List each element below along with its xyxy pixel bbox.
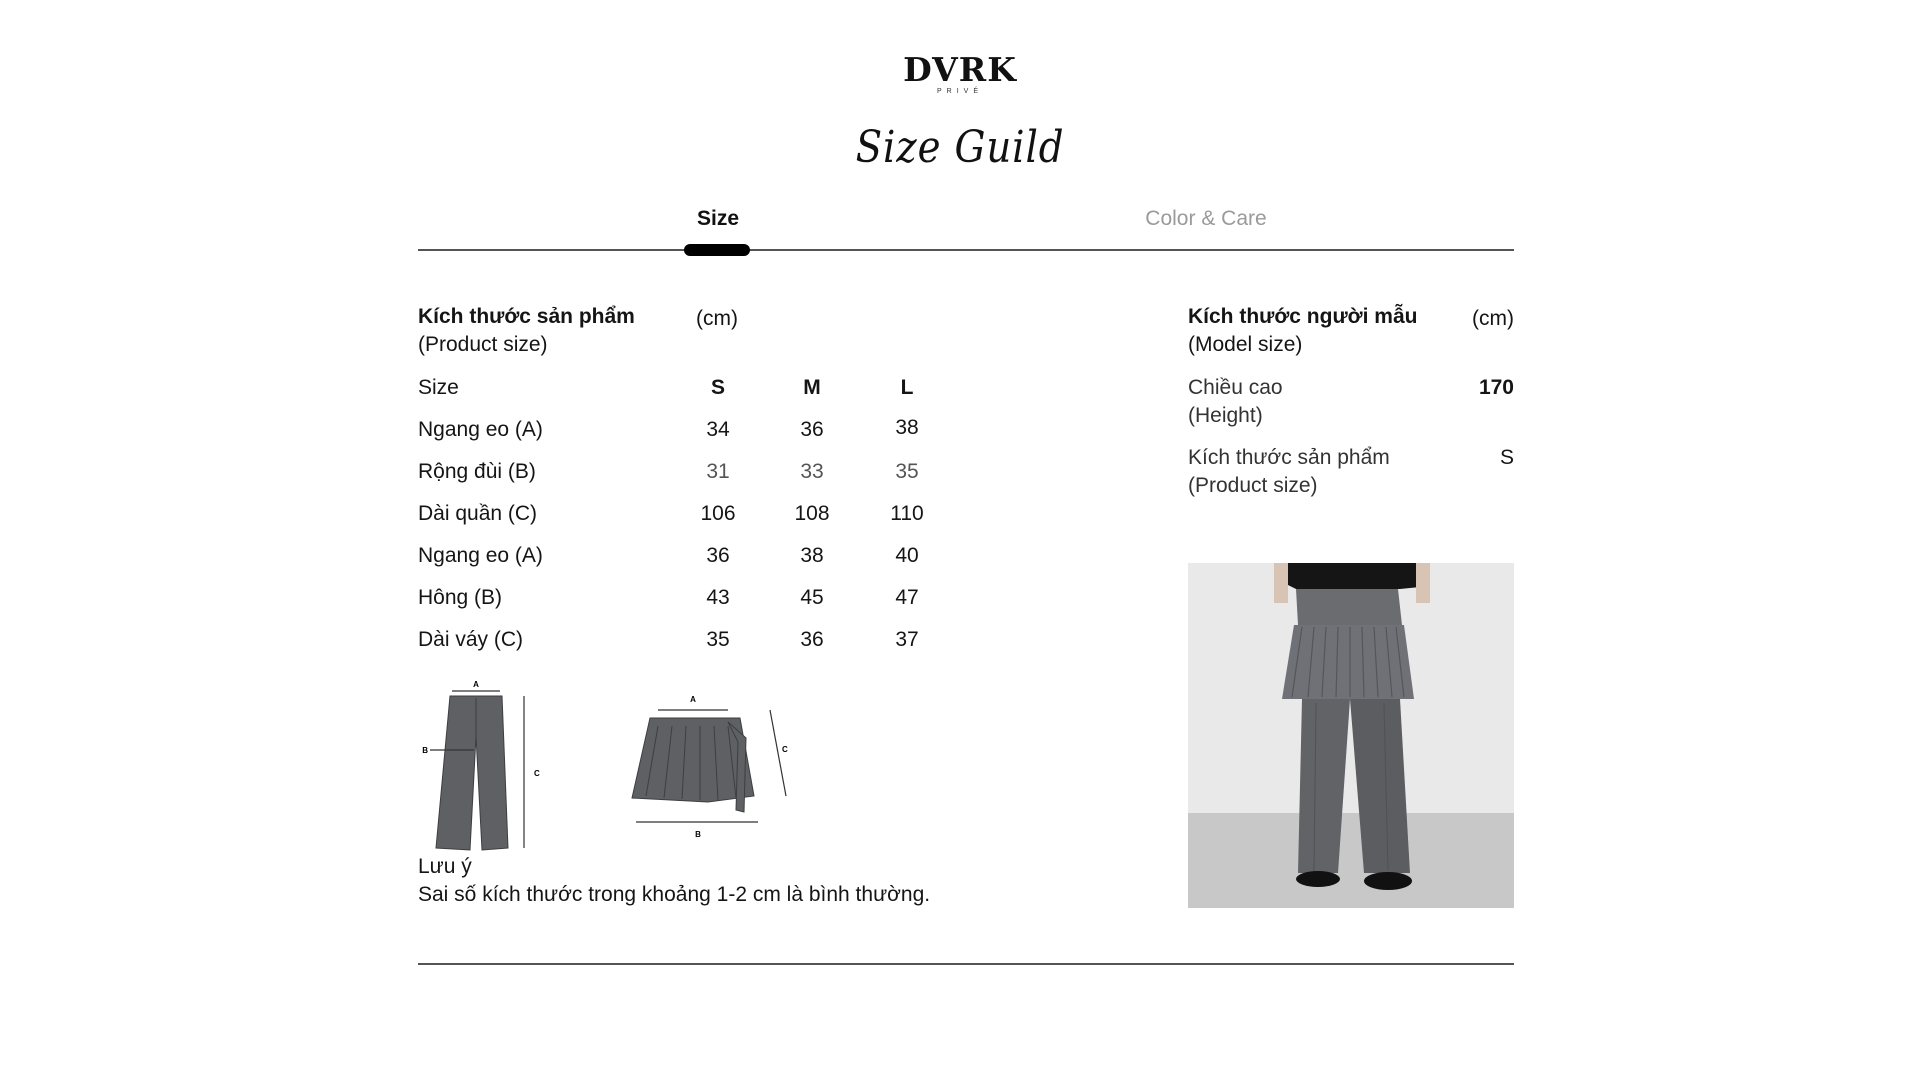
cell-s: 31	[706, 460, 730, 483]
cell-l: 40	[895, 544, 919, 567]
cell-s: 34	[706, 418, 730, 441]
diagram-label-b: B	[695, 830, 701, 839]
cell-m: 36	[800, 628, 824, 651]
brand-name: DVRK	[903, 50, 1017, 89]
cell-s: 106	[700, 502, 736, 525]
product-size-subheading: (Product size)	[418, 333, 548, 356]
page-title: Size Guild	[855, 122, 1065, 173]
model-photo	[1188, 563, 1514, 908]
height-sub: (Height)	[1188, 404, 1263, 427]
row-label: Ngang eo (A)	[418, 418, 543, 441]
model-size-unit: (cm)	[1472, 307, 1514, 330]
cell-s: 36	[706, 544, 730, 567]
cell-m: 45	[800, 586, 824, 609]
cell-m: 38	[800, 544, 824, 567]
model-size-subheading: (Model size)	[1188, 333, 1303, 356]
skirt-diagram	[628, 686, 798, 846]
product-size-unit: (cm)	[696, 307, 738, 330]
row-label: Dài quần (C)	[418, 502, 538, 525]
cell-m: 33	[800, 460, 824, 483]
height-label: Chiều cao	[1188, 376, 1283, 399]
diagram-label-c: C	[534, 769, 540, 778]
row-label: Dài váy (C)	[418, 628, 524, 651]
model-size-heading: Kích thước người mẫu	[1188, 305, 1418, 328]
size-header-m: M	[803, 376, 821, 399]
row-label: Ngang eo (A)	[418, 544, 543, 567]
note-heading: Lưu ý	[418, 855, 472, 878]
pants-diagram	[418, 676, 548, 856]
tab-color-care[interactable]: Color & Care	[1145, 207, 1267, 230]
row-label: Hông (B)	[418, 586, 503, 609]
bottom-divider	[418, 963, 1514, 965]
cell-s: 43	[706, 586, 730, 609]
size-header-s: S	[710, 376, 725, 399]
cell-l: 37	[895, 628, 919, 651]
row-label: Rộng đùi (B)	[418, 460, 536, 483]
model-product-value: S	[1499, 446, 1514, 469]
tab-size[interactable]: Size	[696, 207, 740, 230]
product-size-heading: Kích thước sản phẩm	[418, 305, 635, 328]
active-tab-indicator	[684, 244, 750, 256]
brand-logo	[0, 52, 1920, 96]
cell-l: 47	[895, 586, 919, 609]
size-header-l: L	[900, 376, 914, 399]
model-product-label: Kích thước sản phẩm	[1188, 446, 1390, 469]
diagram-label-b: B	[422, 746, 428, 755]
cell-l: 110	[890, 502, 924, 525]
height-value: 170	[1478, 376, 1514, 399]
model-product-sub: (Product size)	[1188, 474, 1318, 497]
note-text: Sai số kích thước trong khoảng 1-2 cm là bình thường.	[418, 883, 931, 906]
cell-s: 35	[706, 628, 730, 651]
cell-l: 35	[895, 460, 919, 483]
diagram-label-c: C	[782, 745, 788, 754]
tab-divider	[418, 249, 1514, 251]
cell-m: 108	[794, 502, 830, 525]
size-column-header: Size	[418, 376, 459, 399]
cell-m: 36	[800, 418, 824, 441]
diagram-label-a: A	[690, 695, 696, 704]
diagram-label-a: A	[473, 680, 479, 689]
brand-sub: PRIVÉ	[936, 88, 983, 95]
cell-l: 38	[895, 416, 919, 439]
